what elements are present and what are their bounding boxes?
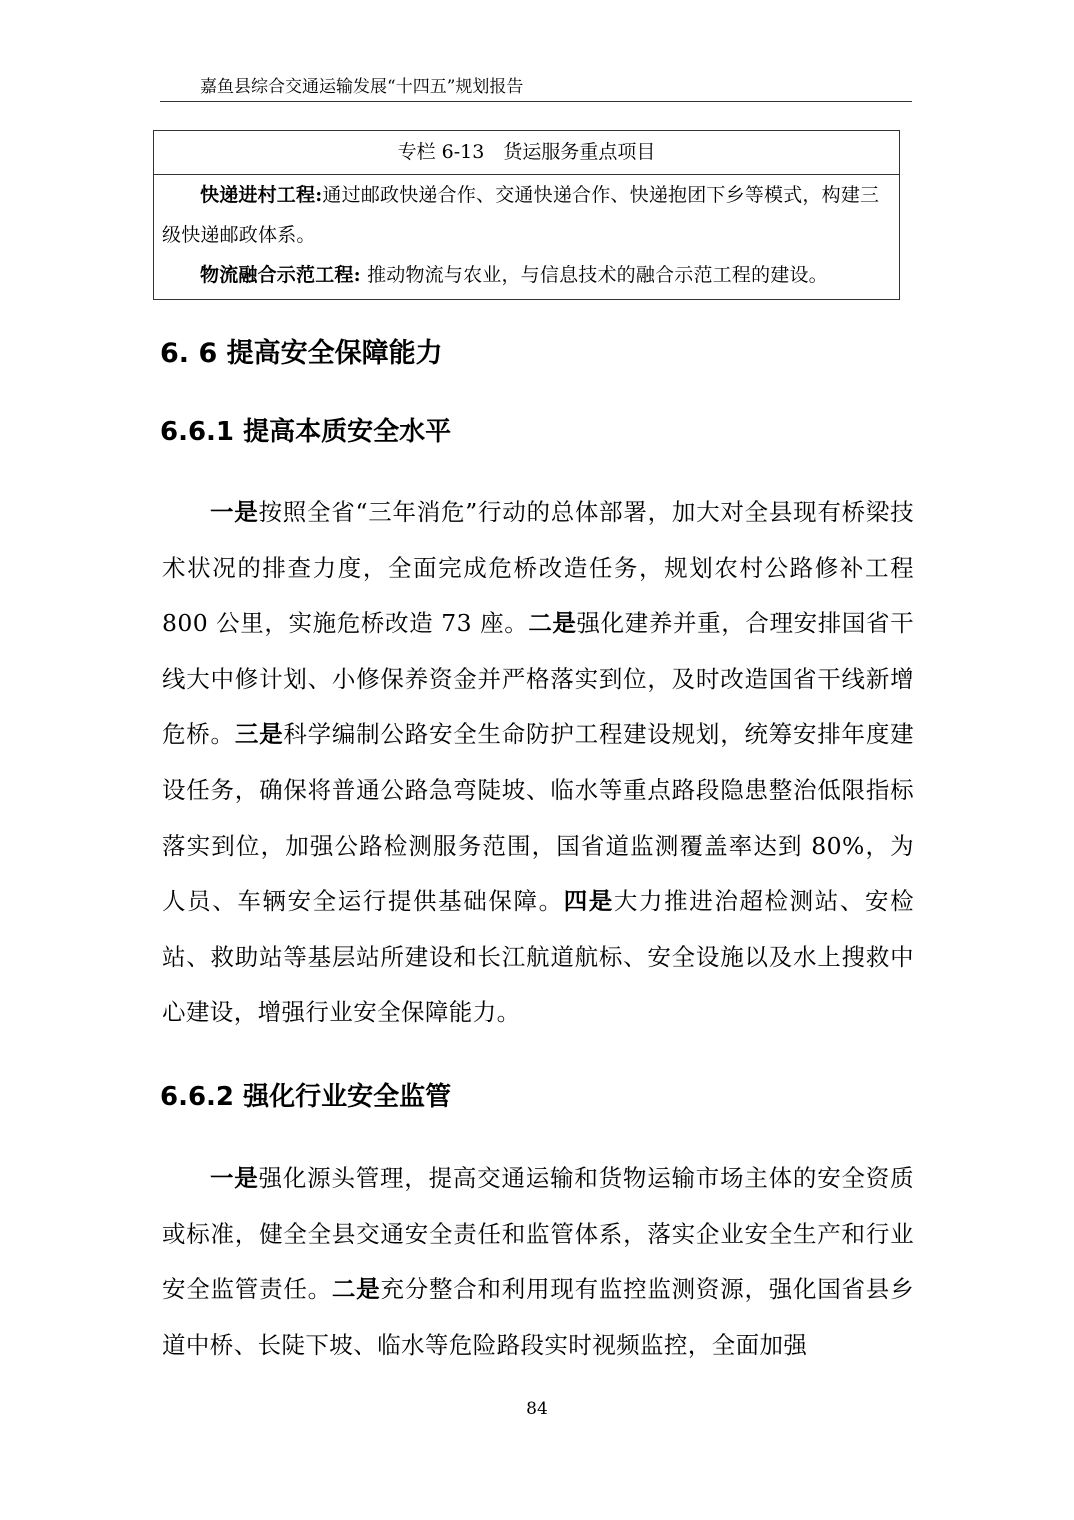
- point-text: 强化建养并重，合理安排国省干线大中修计划、小修保养资金并严格落实到位，及时改造国省干线新增危桥。: [162, 609, 914, 749]
- point-text: 按照全省“三年消危”行动的总体部署，加大对全县现有桥梁技术状况的排查力度，全面完成危桥改造任务，规划农村公路修补工程 800 公里，实施危桥改造 73 座。: [162, 498, 914, 638]
- box-item-label: 快递进村工程:: [200, 184, 323, 206]
- page-number: 84: [526, 1399, 548, 1419]
- feature-box: [153, 130, 900, 300]
- point-marker: 二是: [331, 1275, 381, 1304]
- box-body: [154, 175, 899, 295]
- point-marker: 一是: [210, 498, 259, 526]
- box-item-text: 推动物流与农业，与信息技术的融合示范工程的建设。: [360, 264, 828, 286]
- point-text: 大力推进治超检测站、安检站、救助站等基层站所建设和长江航道航标、安全设施以及水上搜救中心建设，增强行业安全保障能力。: [162, 887, 914, 1027]
- point-text: 充分整合和利用现有监控监测资源，强化国省县乡道中桥、长陡下坡、临水等危险路段实时视频监控，全面加强: [162, 1275, 914, 1359]
- body-paragraph-2: [162, 1151, 914, 1373]
- point-text: 科学编制公路安全生命防护工程建设规划，统筹安排年度建设任务，确保将普通公路急弯陡坡、临水等重点路段隐患整治低限指标落实到位，加强公路检测服务范围，国省道监测覆盖率达到 80%，为人员、车辆安全运行提供基础保障。: [162, 720, 914, 916]
- point-marker: 二是: [528, 609, 577, 638]
- box-item-label: 物流融合示范工程:: [200, 264, 361, 286]
- subsection-heading-1: 6.6.1 提高本质安全水平: [160, 417, 452, 447]
- box-item: [162, 255, 891, 295]
- page-header: [160, 76, 912, 102]
- header-title: 嘉鱼县综合交通运输发展“十四五”规划报告: [200, 77, 524, 97]
- body-paragraph-1: [162, 485, 914, 1041]
- point-marker: 四是: [563, 887, 614, 916]
- box-item: [162, 175, 891, 255]
- subsection-heading-2: 6.6.2 强化行业安全监管: [160, 1082, 452, 1112]
- box-title: 专栏 6-13 货运服务重点项目: [154, 131, 899, 175]
- point-marker: 三是: [234, 720, 284, 749]
- box-item-text: 通过邮政快递合作、交通快递合作、快递抱团下乡等模式，构建三级快递邮政体系。: [162, 184, 880, 246]
- section-heading: 6. 6 提高安全保障能力: [160, 338, 443, 369]
- point-marker: 一是: [210, 1164, 259, 1192]
- point-text: 强化源头管理，提高交通运输和货物运输市场主体的安全资质或标准，健全全县交通安全责任和监管体系，落实企业安全生产和行业安全监管责任。: [162, 1164, 914, 1304]
